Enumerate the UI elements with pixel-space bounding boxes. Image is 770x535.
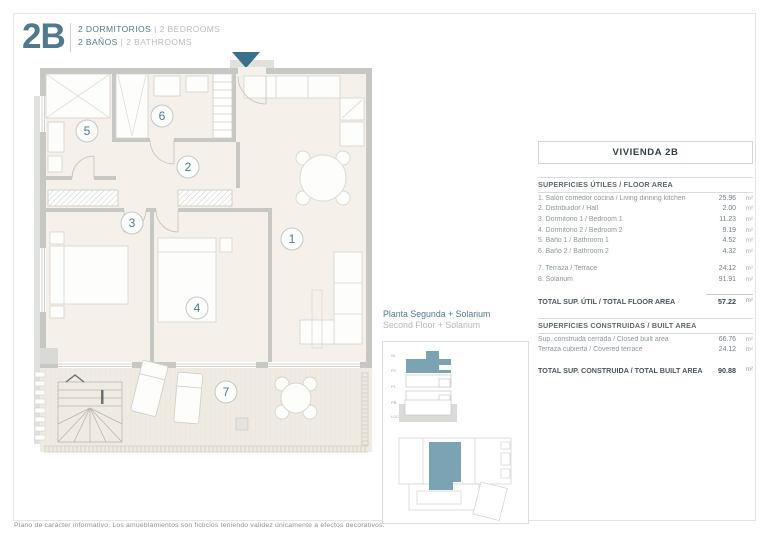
room-badge-bedroom1 (121, 212, 143, 234)
areas-panel (538, 141, 753, 375)
bathrooms-label-es: 2 BAÑOS (78, 37, 118, 47)
stairs (58, 375, 122, 442)
svg-text:P1: P1 (391, 384, 396, 389)
keyplan-box (382, 341, 529, 524)
separator-icon: | (154, 24, 157, 34)
room-badge-bathroom1 (76, 120, 98, 142)
entrance-opening (238, 67, 266, 75)
separator-icon: | (120, 37, 124, 47)
svg-text:6: 6 (158, 109, 166, 123)
svg-text:P2: P2 (391, 368, 396, 373)
areas-title-box (538, 141, 753, 164)
area-row: 2. Distribuidor / Hall 2.00 m² (538, 205, 753, 213)
total-floor-area-row: TOTAL SUP. ÚTIL / TOTAL FLOOR AREA 57.22 m² (538, 294, 753, 306)
svg-text:LOC: LOC (391, 414, 400, 419)
closet-strip (213, 74, 232, 138)
dining-table (296, 151, 350, 205)
svg-text:1: 1 (288, 232, 296, 246)
keyplan-title (383, 309, 490, 331)
total-built-area-row: TOTAL SUP. CONSTRUIDA / TOTAL BUILT AREA 90.88 m² (538, 365, 753, 375)
bedrooms-label-en: 2 BEDROOMS (159, 24, 221, 34)
built-area-section-header: SUPERFICIES CONSTRUIDAS / BUILT AREA (538, 318, 753, 334)
area-row: 3. Dormitorio 1 / Bedroom 1 11.23 m² (538, 215, 753, 223)
svg-text:4: 4 (193, 301, 201, 315)
area-row: 8. Solarium 91.91 m² (538, 275, 753, 283)
wall-pier (40, 348, 58, 364)
svg-text:2: 2 (184, 160, 192, 174)
entrance-threshold (230, 60, 274, 68)
planter (236, 418, 248, 430)
area-row: 6. Baño 2 / Bathroom 2 4.32 m² (538, 247, 753, 255)
areas-title: VIVIENDA 2B (612, 147, 679, 158)
bathrooms-label-en: 2 BATHROOMS (126, 37, 192, 47)
area-row: 5. Baño 1 / Bathroom 1 4.52 m² (538, 237, 753, 245)
disclaimer-text: Plano de carácter informativo. Los amueblamientos son ficticios teniendo validez únicamente a efectos decorativos. (14, 522, 385, 529)
svg-text:7: 7 (222, 385, 230, 399)
bedrooms-label-es: 2 DORMITORIOS (78, 24, 152, 34)
svg-text:5: 5 (83, 124, 91, 138)
keyplan-title-es: Planta Segunda + Solarium (383, 309, 491, 319)
unit-code: 2B (22, 17, 65, 56)
room-badge-hall (177, 156, 199, 178)
svg-text:3: 3 (128, 216, 136, 230)
room-badge-terrace (215, 381, 237, 403)
area-row: 7. Terraza / Terrace 24.12 m² (538, 265, 753, 273)
floor-area-section-header: SUPERFICIES ÚTILES / FLOOR AREA (538, 177, 753, 193)
room-badge-living (281, 228, 303, 250)
spacer (538, 257, 753, 264)
room-badge-bathroom2 (151, 105, 173, 127)
terrace-table (275, 377, 317, 419)
svg-text:SL: SL (391, 353, 396, 358)
area-row: 4. Dormitorio 2 / Bedroom 2 9.19 m² (538, 226, 753, 234)
svg-text:PB: PB (391, 400, 397, 405)
area-row: Terraza cubierta / Covered terrace 24.12 m² (538, 346, 753, 354)
keyplan-diagram (383, 342, 526, 521)
area-row: 1. Salón comedor cocina / Living dinning kitchen 25.96 m² (538, 194, 753, 202)
room-badge-bedroom2 (186, 297, 208, 319)
keyplan-title-en: Second Floor + Solarium (383, 320, 481, 330)
area-row: Sup. construida cerrada / Closed built area 66.76 m² (538, 335, 753, 343)
site-plan (399, 438, 511, 521)
building-section (391, 351, 457, 422)
